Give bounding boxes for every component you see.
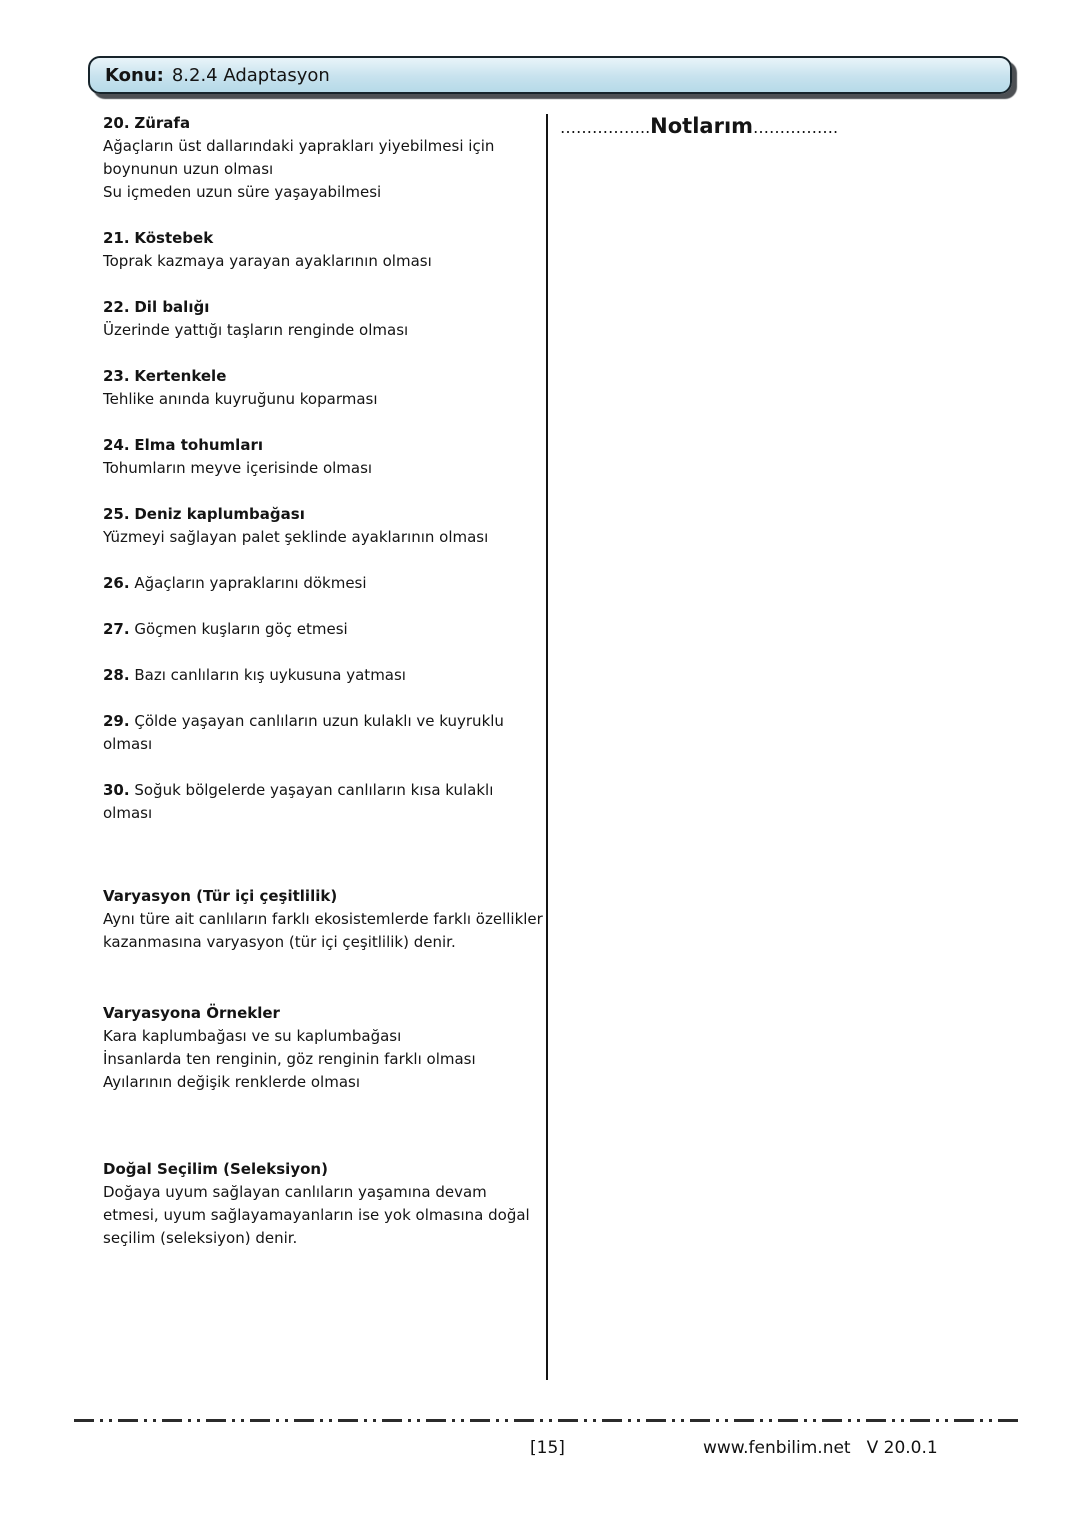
notes-dots-right: ……………. — [753, 118, 839, 137]
notes-header — [560, 114, 838, 138]
list-item-20 — [103, 112, 543, 204]
item-heading — [103, 434, 543, 457]
topic-label: Konu: — [105, 64, 164, 86]
section-heading: Varyasyon (Tür içi çeşitlilik) — [103, 887, 338, 905]
item-heading — [103, 112, 543, 135]
topic-title: 8.2.4 Adaptasyon — [171, 64, 330, 86]
item-heading — [103, 779, 543, 825]
item-heading — [103, 227, 543, 250]
content-column — [103, 112, 543, 1298]
section-line: İnsanlarda ten renginin, göz renginin farklı olması — [103, 1050, 476, 1068]
item-line: Yüzmeyi sağlayan palet şeklinde ayaklarının olması — [103, 528, 489, 546]
site-url: www.fenbilim.net — [703, 1438, 851, 1458]
list-item-28 — [103, 664, 543, 687]
list-item-24 — [103, 434, 543, 480]
section-line: Kara kaplumbağası ve su kaplumbağası — [103, 1027, 402, 1045]
item-heading — [103, 710, 543, 756]
item-heading — [103, 296, 543, 319]
list-item-29 — [103, 710, 543, 756]
column-divider-line — [546, 114, 548, 1380]
item-title: Deniz kaplumbağası — [134, 505, 305, 523]
version-label: V 20.0.1 — [866, 1438, 938, 1458]
item-title: Dil balığı — [134, 298, 210, 316]
footer-site-group — [703, 1438, 938, 1458]
section-dogal-secilim — [103, 1158, 543, 1250]
section-line: Ayılarının değişik renklerde olması — [103, 1073, 361, 1091]
item-title: Kertenkele — [134, 367, 227, 385]
item-number: 26. — [103, 574, 130, 592]
item-line: Tehlike anında kuyruğunu koparması — [103, 390, 378, 408]
item-heading — [103, 618, 543, 641]
item-title: Zürafa — [134, 114, 191, 132]
item-text: Soğuk bölgelerde yaşayan canlıların kısa kulaklı olması — [103, 781, 494, 822]
item-heading — [103, 664, 543, 687]
page-number: [15] — [530, 1438, 565, 1458]
item-text: Göçmen kuşların göç etmesi — [134, 620, 348, 638]
item-line: Toprak kazmaya yarayan ayaklarının olması — [103, 252, 432, 270]
item-heading — [103, 503, 543, 526]
section-varyasyon — [103, 885, 543, 954]
item-text: Ağaçların yapraklarını dökmesi — [134, 574, 367, 592]
footer-dashdot-rule — [74, 1419, 1020, 1422]
section-line: Aynı türe ait canlıların farklı ekosistemlerde farklı özellikler kazanmasına varyasyon (tür içi çeşitlilik) denir. — [103, 910, 543, 951]
item-title: Köstebek — [134, 229, 214, 247]
section-heading: Doğal Seçilim (Seleksiyon) — [103, 1160, 328, 1178]
item-heading — [103, 572, 543, 595]
item-text: Bazı canlıların kış uykusuna yatması — [134, 666, 406, 684]
section-heading: Varyasyona Örnekler — [103, 1004, 280, 1022]
notes-dots-left: …………….. — [560, 118, 651, 137]
item-number: 25. — [103, 505, 130, 523]
item-number: 29. — [103, 712, 130, 730]
topic-header-bar — [88, 56, 1012, 94]
item-line: Ağaçların üst dallarındaki yaprakları yiyebilmesi için boynunun uzun olması — [103, 137, 495, 178]
list-item-21 — [103, 227, 543, 273]
item-text: Çölde yaşayan canlıların uzun kulaklı ve kuyruklu olması — [103, 712, 504, 753]
item-number: 28. — [103, 666, 130, 684]
item-number: 24. — [103, 436, 130, 454]
page-footer — [0, 1438, 1080, 1464]
section-varyasyona-ornekler — [103, 1002, 543, 1094]
list-item-27 — [103, 618, 543, 641]
list-item-22 — [103, 296, 543, 342]
item-number: 30. — [103, 781, 130, 799]
item-line: Su içmeden uzun süre yaşayabilmesi — [103, 183, 382, 201]
topic-sections — [103, 885, 543, 1250]
item-line: Tohumların meyve içerisinde olması — [103, 459, 373, 477]
item-number: 20. — [103, 114, 130, 132]
item-line: Üzerinde yattığı taşların renginde olması — [103, 321, 409, 339]
section-line: Doğaya uyum sağlayan canlıların yaşamına devam etmesi, uyum sağlayamayanların ise yok olmasına doğal seçilim (seleksiyon) denir. — [103, 1183, 530, 1247]
item-title: Elma tohumları — [134, 436, 263, 454]
list-item-25 — [103, 503, 543, 549]
item-number: 21. — [103, 229, 130, 247]
item-number: 23. — [103, 367, 130, 385]
list-item-26 — [103, 572, 543, 595]
notes-title: Notlarım — [650, 114, 754, 138]
list-item-30 — [103, 779, 543, 825]
list-item-23 — [103, 365, 543, 411]
item-number: 27. — [103, 620, 130, 638]
item-heading — [103, 365, 543, 388]
item-number: 22. — [103, 298, 130, 316]
